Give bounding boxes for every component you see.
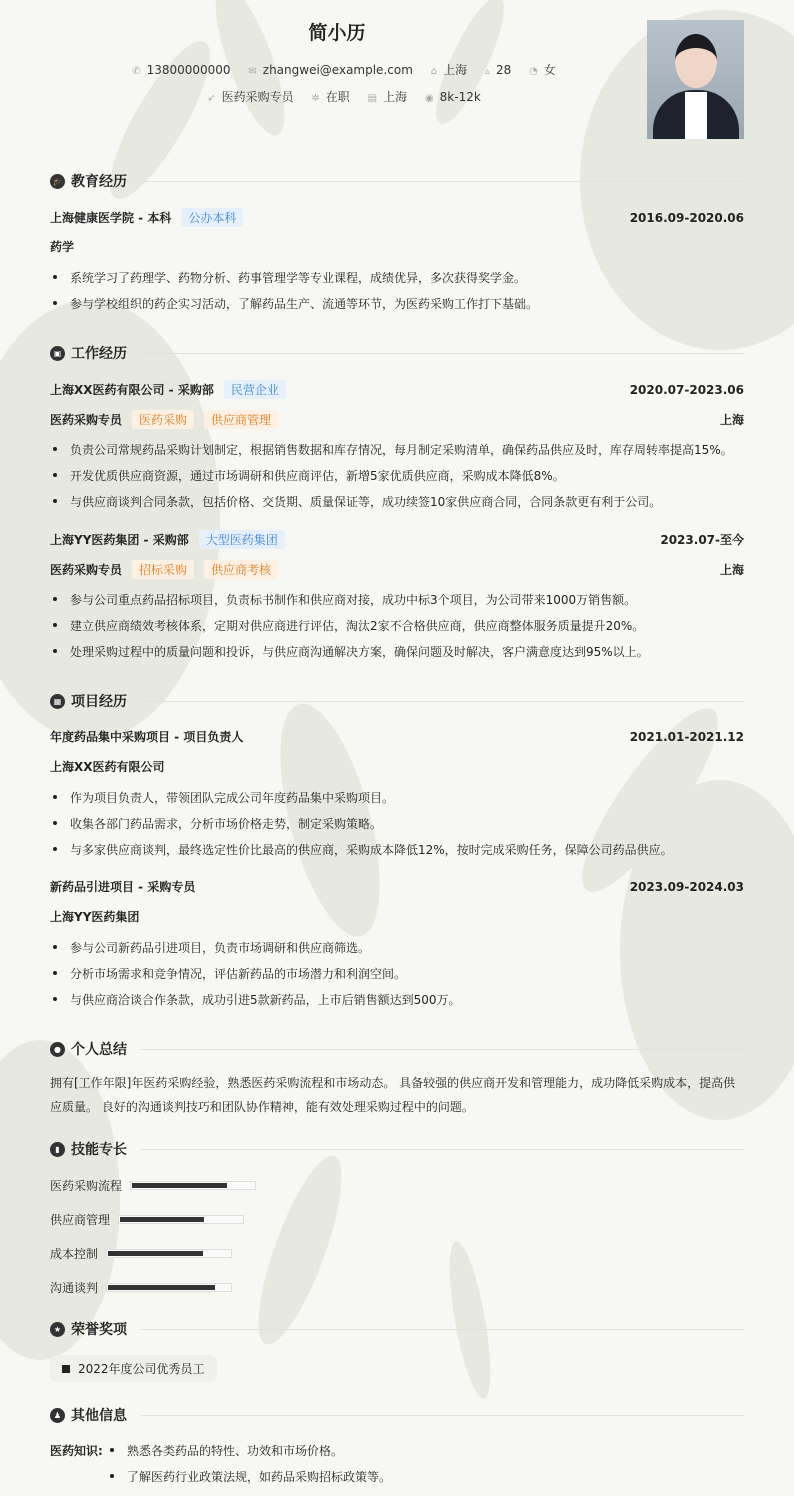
skill-row (50, 1211, 244, 1228)
list-item: 与供应商洽谈合作条款，成功引进5款新药品，上市后销售额达到500万。 (50, 991, 744, 1008)
skill-tag: 供应商管理 (204, 410, 278, 429)
job-city: 上海 (719, 563, 744, 577)
city: 上海 (443, 63, 468, 77)
project-name: 年度药品集中采购项目 - 项目负责人 (50, 730, 244, 744)
skill-name: 医药采购流程 (50, 1179, 123, 1193)
grid-icon: ▦ (50, 694, 65, 709)
section-education (50, 171, 744, 191)
user-icon: ● (50, 1042, 65, 1057)
job-header (50, 380, 744, 399)
list-item: 收集各部门药品需求，分析市场价格走势，制定采购策略。 (50, 815, 744, 832)
job-role-row (50, 560, 744, 579)
salary-icon: ◉ (424, 93, 434, 104)
project-name: 新药品引进项目 - 采购专员 (50, 880, 196, 894)
skill-tag: 供应商考核 (204, 560, 278, 579)
list-item: 作为项目负责人，带领团队完成公司年度药品集中采购项目。 (50, 789, 744, 806)
section-title: 项目经历 (71, 694, 127, 710)
skill-bar-fill (108, 1251, 203, 1256)
major: 药学 (50, 240, 75, 254)
section-awards (50, 1319, 744, 1339)
list-item: 分析市场需求和竞争情况，评估新药品的市场潜力和利润空间。 (50, 965, 744, 982)
list-item: 了解医药行业政策法规，如药品采购招标政策等。 (107, 1468, 707, 1485)
list-item: 开发优质供应商资源，通过市场调研和供应商评估，新增5家优质供应商，采购成本降低8%。 (50, 467, 744, 484)
award-item (50, 1355, 217, 1382)
job-header (50, 530, 744, 549)
skill-tag: 医药采购 (132, 410, 194, 429)
skill-name: 沟通谈判 (50, 1281, 99, 1295)
award-text: 2022年度公司优秀员工 (78, 1362, 205, 1376)
section-skills (50, 1139, 744, 1159)
send-icon: ➶ (207, 93, 216, 104)
company-tag: 大型医药集团 (199, 530, 285, 549)
status: 在职 (325, 90, 350, 104)
skill-bar-fill (132, 1183, 227, 1188)
section-title: 技能专长 (71, 1142, 127, 1158)
list-item: 负责公司常规药品采购计划制定，根据销售数据和库存情况，每月制定采购清单，确保药品供应及时，库存周转率提高15%。 (50, 441, 744, 458)
summary-text: 拥有[工作年限]年医药采购经验，熟悉医药采购流程和市场动态。 具备较强的供应商开发和管理能力，成功降低采购成本，提高供应质量。 良好的沟通谈判技巧和团队协作精神，能有效处理采购过程中的问题。 (50, 1076, 736, 1114)
project-org: 上海XX医药有限公司 (50, 760, 165, 774)
phone: 13800000000 (146, 63, 231, 77)
company: 上海XX医药有限公司 - 采购部 (50, 383, 214, 397)
contact-line (0, 61, 674, 78)
list-item: 参与公司新药品引进项目，负责市场调研和供应商筛选。 (50, 939, 744, 956)
list-item: 处理采购过程中的质量问题和投诉，与供应商沟通解决方案，确保问题及时解决，客户满意度达到95%以上。 (50, 643, 744, 660)
list-item: 与多家供应商谈判，最终选定性价比最高的供应商，采购成本降低12%，按时完成采购任务，保障公司药品供应。 (50, 841, 744, 858)
list-item: 与供应商谈判合同条款，包括价格、交货期、质量保证等，成功续签10家供应商合同，合同条款更有利于公司。 (50, 493, 744, 510)
list-item: 系统学习了药理学、药物分析、药事管理学等专业课程，成绩优异，多次获得奖学金。 (50, 269, 744, 286)
skill-name: 供应商管理 (50, 1213, 111, 1227)
medal-icon: ★ (50, 1322, 65, 1337)
section-summary (50, 1039, 744, 1059)
project-header (50, 728, 744, 745)
section-title: 工作经历 (71, 346, 127, 362)
education-header (50, 208, 744, 227)
graduation-cap-icon: 🎓 (50, 174, 65, 189)
skill-bar (106, 1283, 232, 1292)
job-date: 2023.07-至今 (660, 533, 744, 547)
role: 医药采购专员 (50, 413, 123, 427)
section-title: 其他信息 (71, 1408, 127, 1424)
section-title: 个人总结 (71, 1042, 127, 1058)
mail-icon: ✉ (248, 66, 257, 77)
square-bullet-icon (62, 1365, 70, 1373)
briefcase-icon: ▣ (50, 346, 65, 361)
salary: 8k-12k (439, 90, 481, 104)
phone-icon: ✆ (132, 66, 141, 77)
skill-name: 成本控制 (50, 1247, 99, 1261)
home-icon: ⌂ (430, 66, 438, 77)
other-label: 医药知识: (50, 1444, 103, 1458)
avatar-photo (647, 20, 744, 139)
job-role-row (50, 410, 744, 429)
job-city: 上海 (719, 413, 744, 427)
gender-icon: ◔ (529, 66, 538, 77)
project-date: 2021.01-2021.12 (629, 729, 744, 744)
section-title: 教育经历 (71, 174, 127, 190)
school-tag: 公办本科 (181, 208, 243, 227)
building-icon: ▤ (367, 93, 378, 104)
age-icon: ▵ (484, 66, 490, 77)
target-city: 上海 (383, 90, 408, 104)
section-work (50, 343, 744, 363)
info-icon: ♟ (50, 1408, 65, 1423)
skill-bar-fill (120, 1217, 204, 1222)
skill-bar-fill (108, 1285, 215, 1290)
skill-row (50, 1245, 232, 1262)
skill-bar (106, 1249, 232, 1258)
education-date: 2016.09-2020.06 (629, 210, 744, 225)
skill-row (50, 1279, 232, 1296)
skill-bar (130, 1181, 256, 1190)
list-item: 熟悉各类药品的特性、功效和市场价格。 (107, 1442, 707, 1459)
candidate-name: 简小历 (308, 22, 366, 44)
company-tag: 民营企业 (224, 380, 286, 399)
role: 医药采购专员 (50, 563, 123, 577)
list-item: 建立供应商绩效考核体系，定期对供应商进行评估，淘汰2家不合格供应商，供应商整体服务质量提升20%。 (50, 617, 744, 634)
section-projects (50, 691, 744, 711)
school: 上海健康医学院 - 本科 (50, 211, 172, 225)
skill-tag: 招标采购 (132, 560, 194, 579)
chart-icon: ▮ (50, 1142, 65, 1157)
project-org-row (50, 758, 744, 775)
status-icon: ✲ (311, 93, 320, 104)
gender: 女 (543, 63, 556, 77)
company: 上海YY医药集团 - 采购部 (50, 533, 189, 547)
project-org: 上海YY医药集团 (50, 910, 140, 924)
project-date: 2023.09-2024.03 (629, 879, 744, 894)
age: 28 (495, 63, 512, 77)
intent-line (0, 88, 674, 105)
skill-row (50, 1177, 256, 1194)
skill-bar (118, 1215, 244, 1224)
section-title: 荣誉奖项 (71, 1322, 127, 1338)
position: 医药采购专员 (221, 90, 294, 104)
email: zhangwei@example.com (262, 63, 413, 77)
list-item: 参与学校组织的药企实习活动，了解药品生产、流通等环节，为医药采购工作打下基础。 (50, 295, 744, 312)
project-org-row (50, 908, 744, 925)
major-row (50, 238, 744, 255)
job-date: 2020.07-2023.06 (629, 382, 744, 397)
project-header (50, 878, 744, 895)
section-other (50, 1405, 744, 1425)
list-item: 参与公司重点药品招标项目，负责标书制作和供应商对接，成功中标3个项目，为公司带来1000万销售额。 (50, 591, 744, 608)
